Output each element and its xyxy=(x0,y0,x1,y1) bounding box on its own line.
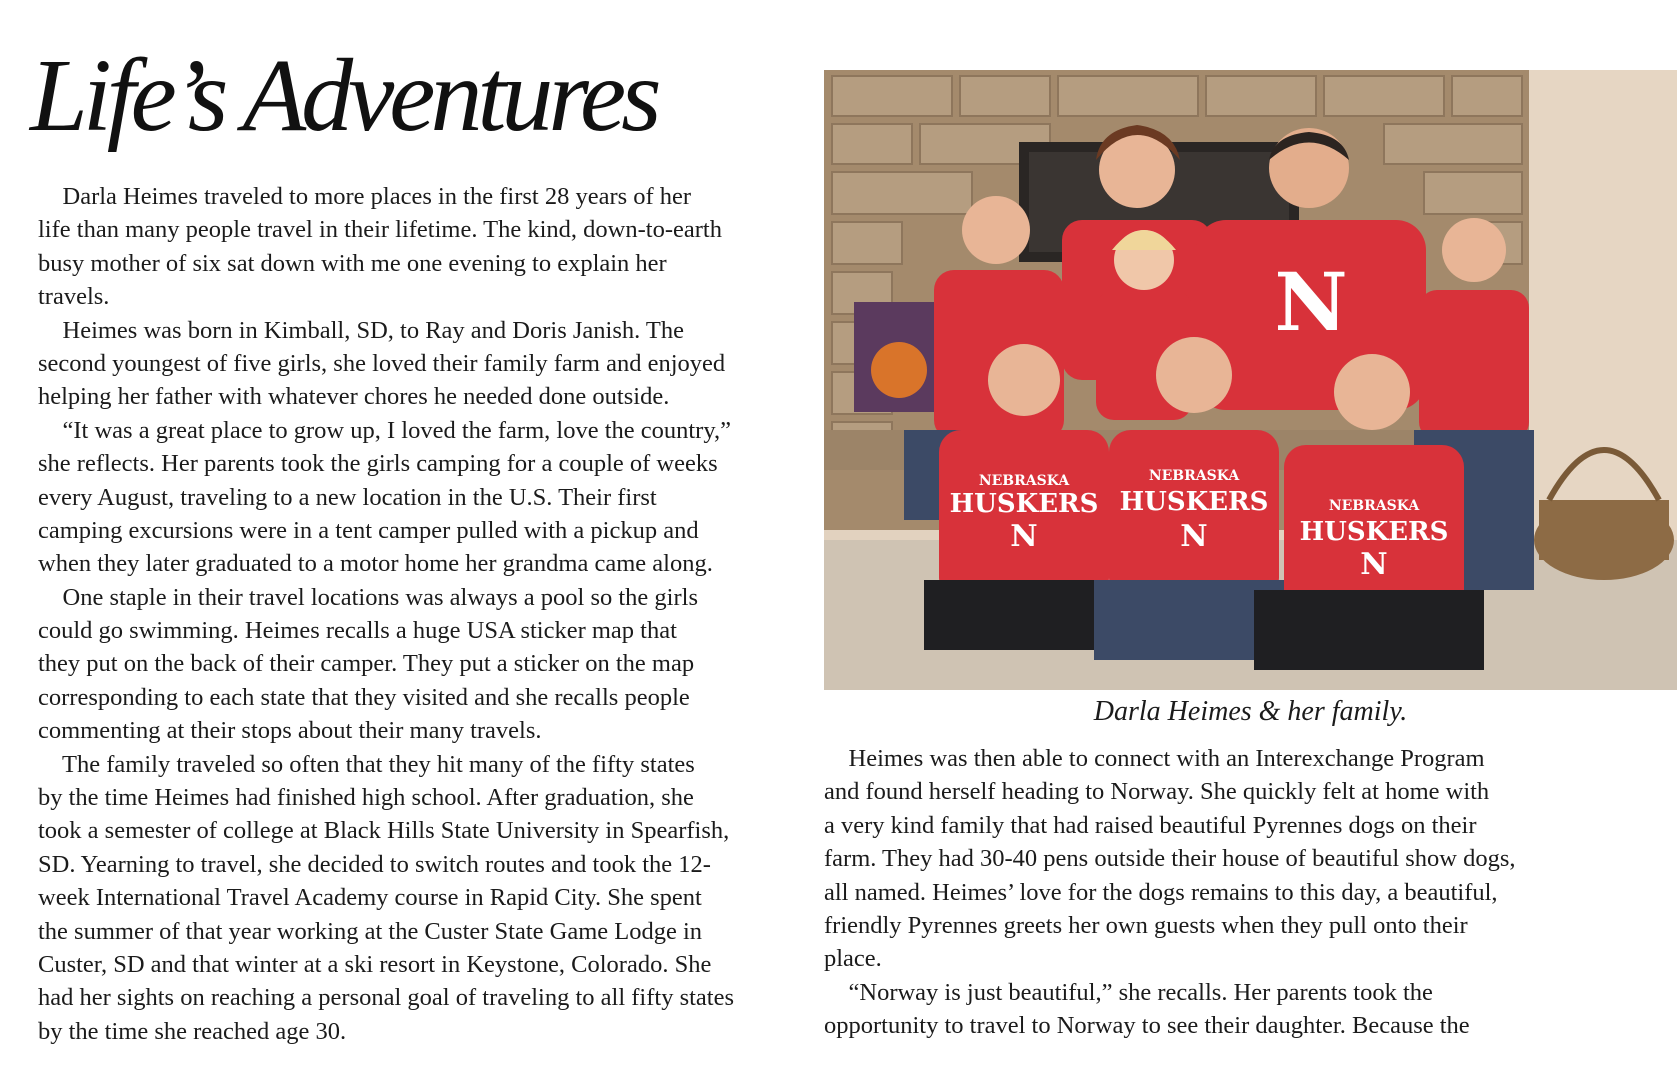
kid-shirt-logo: N xyxy=(1010,519,1038,554)
left-line: when they later graduated to a motor home her grandma came along. xyxy=(38,550,713,578)
left-line: by the time she reached age 30. xyxy=(38,1017,347,1045)
kid-shirt-line2: HUSKERS xyxy=(949,489,1099,519)
left-line: she reflects. Her parents took the girls camping for a couple of weeks xyxy=(38,450,718,478)
left-line: could go swimming. Heimes recalls a huge USA sticker map that xyxy=(38,617,677,645)
left-line: had her sights on reaching a personal goal of traveling to all fifty states xyxy=(38,984,735,1012)
left-line: SD. Yearning to travel, she decided to switch routes and took the 12- xyxy=(38,850,711,878)
left-line: by the time Heimes had finished high school. After graduation, she xyxy=(38,784,694,812)
left-line: commenting at their stops about their many travels. xyxy=(38,717,542,745)
left-line: travels. xyxy=(38,283,110,311)
left-line: busy mother of six sat down with me one evening to explain her xyxy=(38,249,667,277)
left-line: life than many people travel in their lifetime. The kind, down-to-earth xyxy=(38,216,722,244)
right-line: friendly Pyrennes greets her own guests when they pull onto their xyxy=(824,911,1468,939)
right-line: “Norway is just beautiful,” she recalls. Her parents took the xyxy=(824,978,1433,1006)
right-line: a very kind family that had raised beautiful Pyrennes dogs on their xyxy=(824,811,1477,839)
right-line: all named. Heimes’ love for the dogs remains to this day, a beautiful, xyxy=(824,878,1498,906)
right-text-column xyxy=(824,742,1604,1043)
left-line: every August, traveling to a new location in the U.S. Their first xyxy=(38,483,657,511)
left-line: second youngest of five girls, she loved their family farm and enjoyed xyxy=(38,349,726,377)
left-text-column xyxy=(38,180,798,1048)
kid-shirt-line1: NEBRASKA xyxy=(978,473,1070,489)
left-line: Darla Heimes traveled to more places in the first 28 years of her xyxy=(38,183,692,210)
left-line: helping her father with whatever chores he needed done outside. xyxy=(38,383,670,411)
right-line: Heimes was then able to connect with an Interexchange Program xyxy=(824,745,1485,772)
left-line: “It was a great place to grow up, I loved the farm, love the country,” xyxy=(38,416,731,444)
kid-shirt-line2: HUSKERS xyxy=(1299,517,1449,547)
right-line: and found herself heading to Norway. She quickly felt at home with xyxy=(824,778,1490,806)
left-line: took a semester of college at Black Hills State University in Spearfish, xyxy=(38,817,730,845)
kid-shirt-line1: NEBRASKA xyxy=(1148,468,1240,484)
kid-shirt-line2: HUSKERS xyxy=(1119,487,1269,517)
article-title: Life’s Adventures xyxy=(30,38,657,153)
left-line: corresponding to each state that they visited and she recalls people xyxy=(38,683,690,711)
kid-shirt-logo: N xyxy=(1180,519,1208,554)
left-line: Custer, SD and that winter at a ski resort in Keystone, Colorado. She xyxy=(38,950,712,978)
left-line: One staple in their travel locations was always a pool so the girls xyxy=(38,583,698,611)
kid-shirt-line1: NEBRASKA xyxy=(1328,498,1420,514)
left-line: they put on the back of their camper. They put a sticker on the map xyxy=(38,650,695,678)
right-line: place. xyxy=(824,945,882,973)
left-line: the summer of that year working at the Custer State Game Lodge in xyxy=(38,917,703,945)
kid-shirt-logo: N xyxy=(1360,547,1388,582)
photo-caption: Darla Heimes & her family. xyxy=(1093,696,1408,727)
left-line: Heimes was born in Kimball, SD, to Ray and Doris Janish. The xyxy=(38,316,685,344)
left-line: week International Travel Academy course in Rapid City. She spent xyxy=(38,884,702,912)
right-line: opportunity to travel to Norway to see their daughter. Because the xyxy=(824,1012,1470,1040)
left-line: camping excursions were in a tent camper pulled with a pickup and xyxy=(38,516,699,544)
left-line: The family traveled so often that they hit many of the fifty states xyxy=(38,750,695,778)
right-line: farm. They had 30-40 pens outside their house of beautiful show dogs, xyxy=(824,845,1516,873)
dad-shirt-logo: N xyxy=(1274,255,1348,349)
family-photo xyxy=(824,70,1677,690)
